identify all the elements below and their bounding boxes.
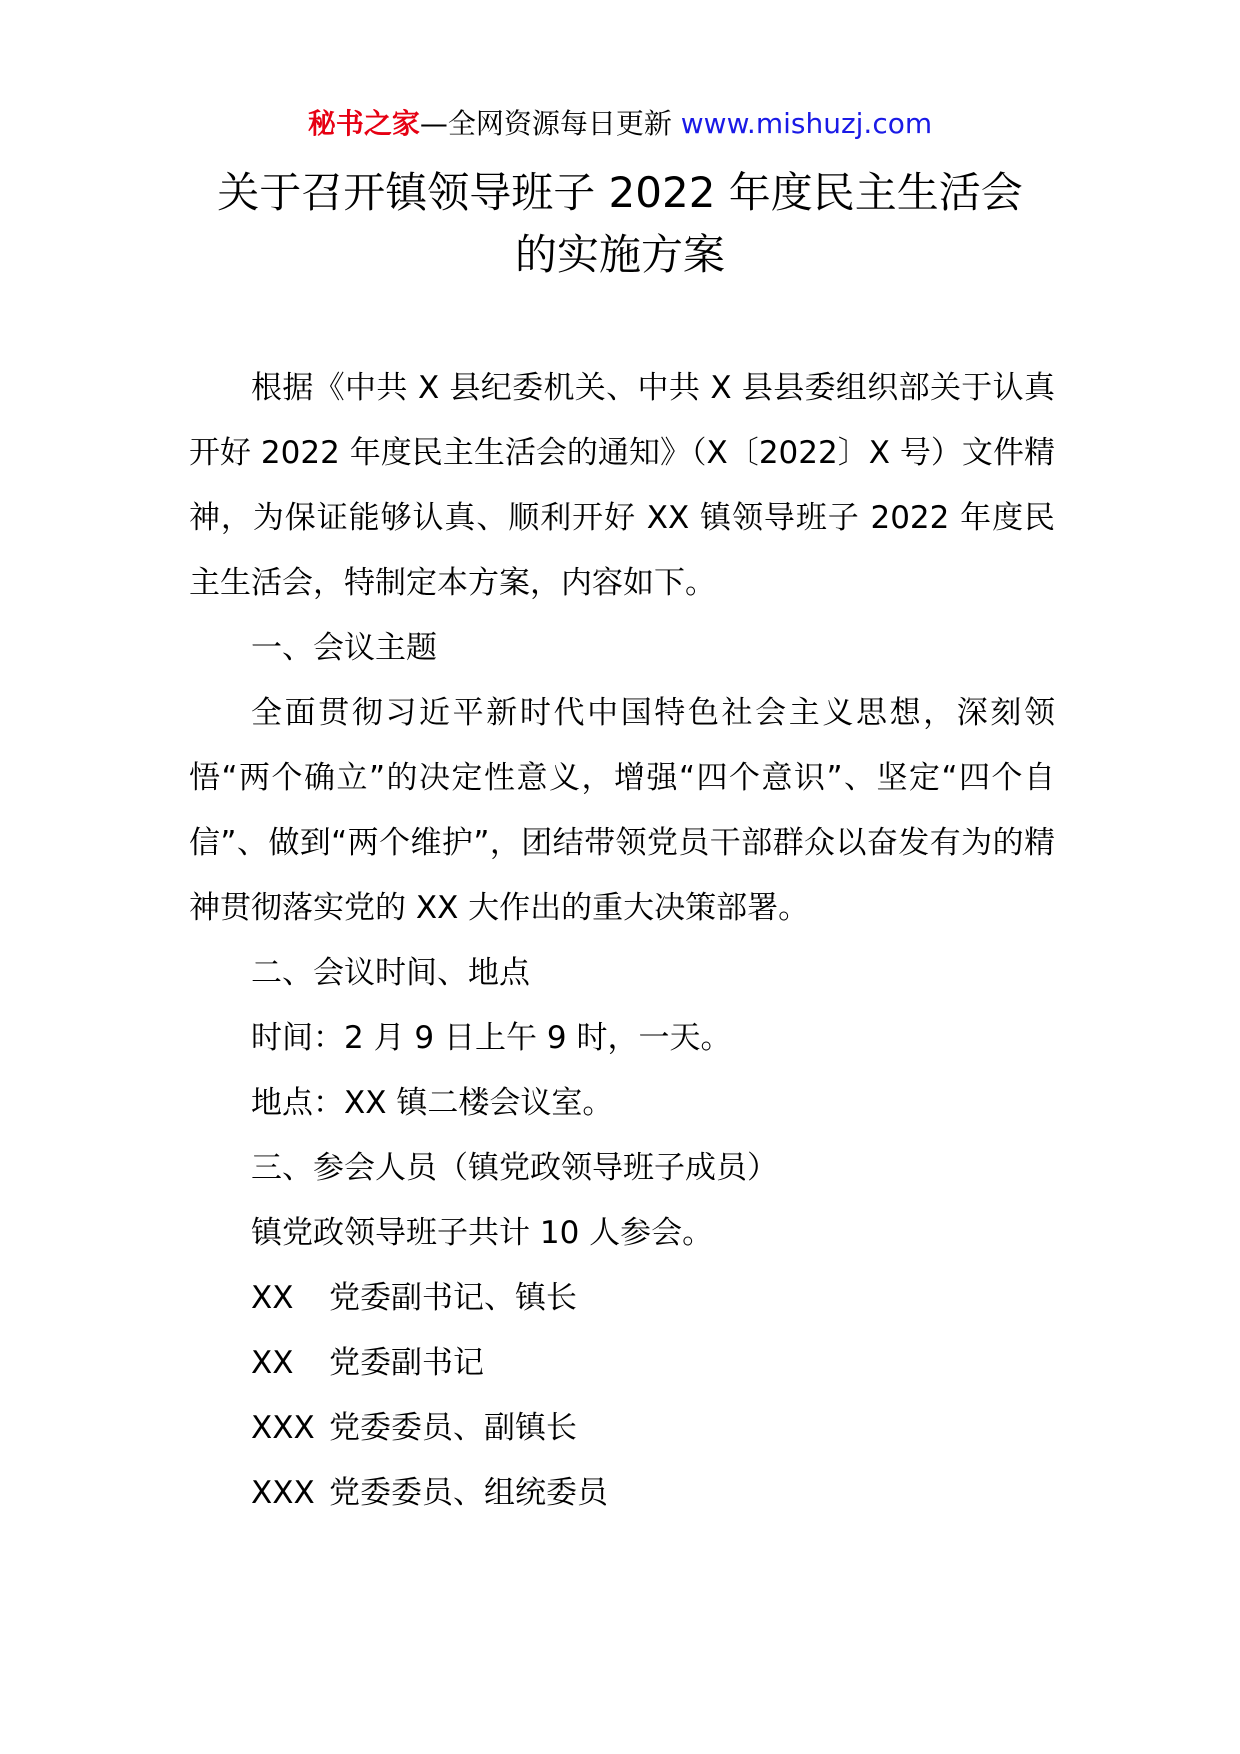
member-role: 党委副书记 [329, 1345, 484, 1381]
member-role: 党委副书记、镇长 [329, 1280, 577, 1316]
member-item [189, 1266, 1055, 1331]
title-line-2: 的实施方案 [514, 230, 725, 279]
brand-name: 秘书之家 [307, 107, 420, 140]
section-1-heading: 一、会议主题 [251, 630, 437, 666]
source-header [0, 104, 1240, 144]
meeting-time: 时间：2 月 9 日上午 9 时，一天。 [251, 1020, 732, 1056]
header-tagline: —全网资源每日更新 [419, 107, 681, 140]
member-name: XX [251, 1345, 294, 1381]
member-item [189, 1396, 1055, 1461]
document-title [130, 162, 1110, 286]
title-line-1: 关于召开镇领导班子 2022 年度民主生活会 [217, 168, 1023, 217]
member-role: 党委委员、组统委员 [329, 1475, 608, 1511]
member-name: XX [251, 1280, 294, 1316]
section-3-heading: 三、参会人员（镇党政领导班子成员） [251, 1150, 778, 1186]
member-role: 党委委员、副镇长 [329, 1410, 577, 1446]
attendee-summary: 镇党政领导班子共计 10 人参会。 [251, 1215, 714, 1251]
document-body [189, 356, 1055, 1526]
member-item [189, 1331, 1055, 1396]
section-1-paragraph: 全面贯彻习近平新时代中国特色社会主义思想，深刻领悟“两个确立”的决定性意义，增强“四个意识”、坚定“四个自信”、做到“两个维护”，团结带领党员干部群众以奋发有为的精神贯彻落实党的 XX 大作出的重大决策部署。 [189, 695, 1055, 926]
member-item [189, 1461, 1055, 1526]
member-name: XXX [251, 1410, 315, 1446]
source-url[interactable]: www.mishuzj.com [680, 107, 933, 140]
intro-paragraph: 根据《中共 X 县纪委机关、中共 X 县县委组织部关于认真开好 2022 年度民主生活会的通知》（X〔2022〕X 号）文件精神，为保证能够认真、顺利开好 XX 镇领导班子 2022 年度民主生活会，特制定本方案，内容如下。 [189, 370, 1055, 601]
section-2-heading: 二、会议时间、地点 [251, 955, 530, 991]
meeting-place: 地点：XX 镇二楼会议室。 [251, 1085, 614, 1121]
member-name: XXX [251, 1475, 315, 1511]
